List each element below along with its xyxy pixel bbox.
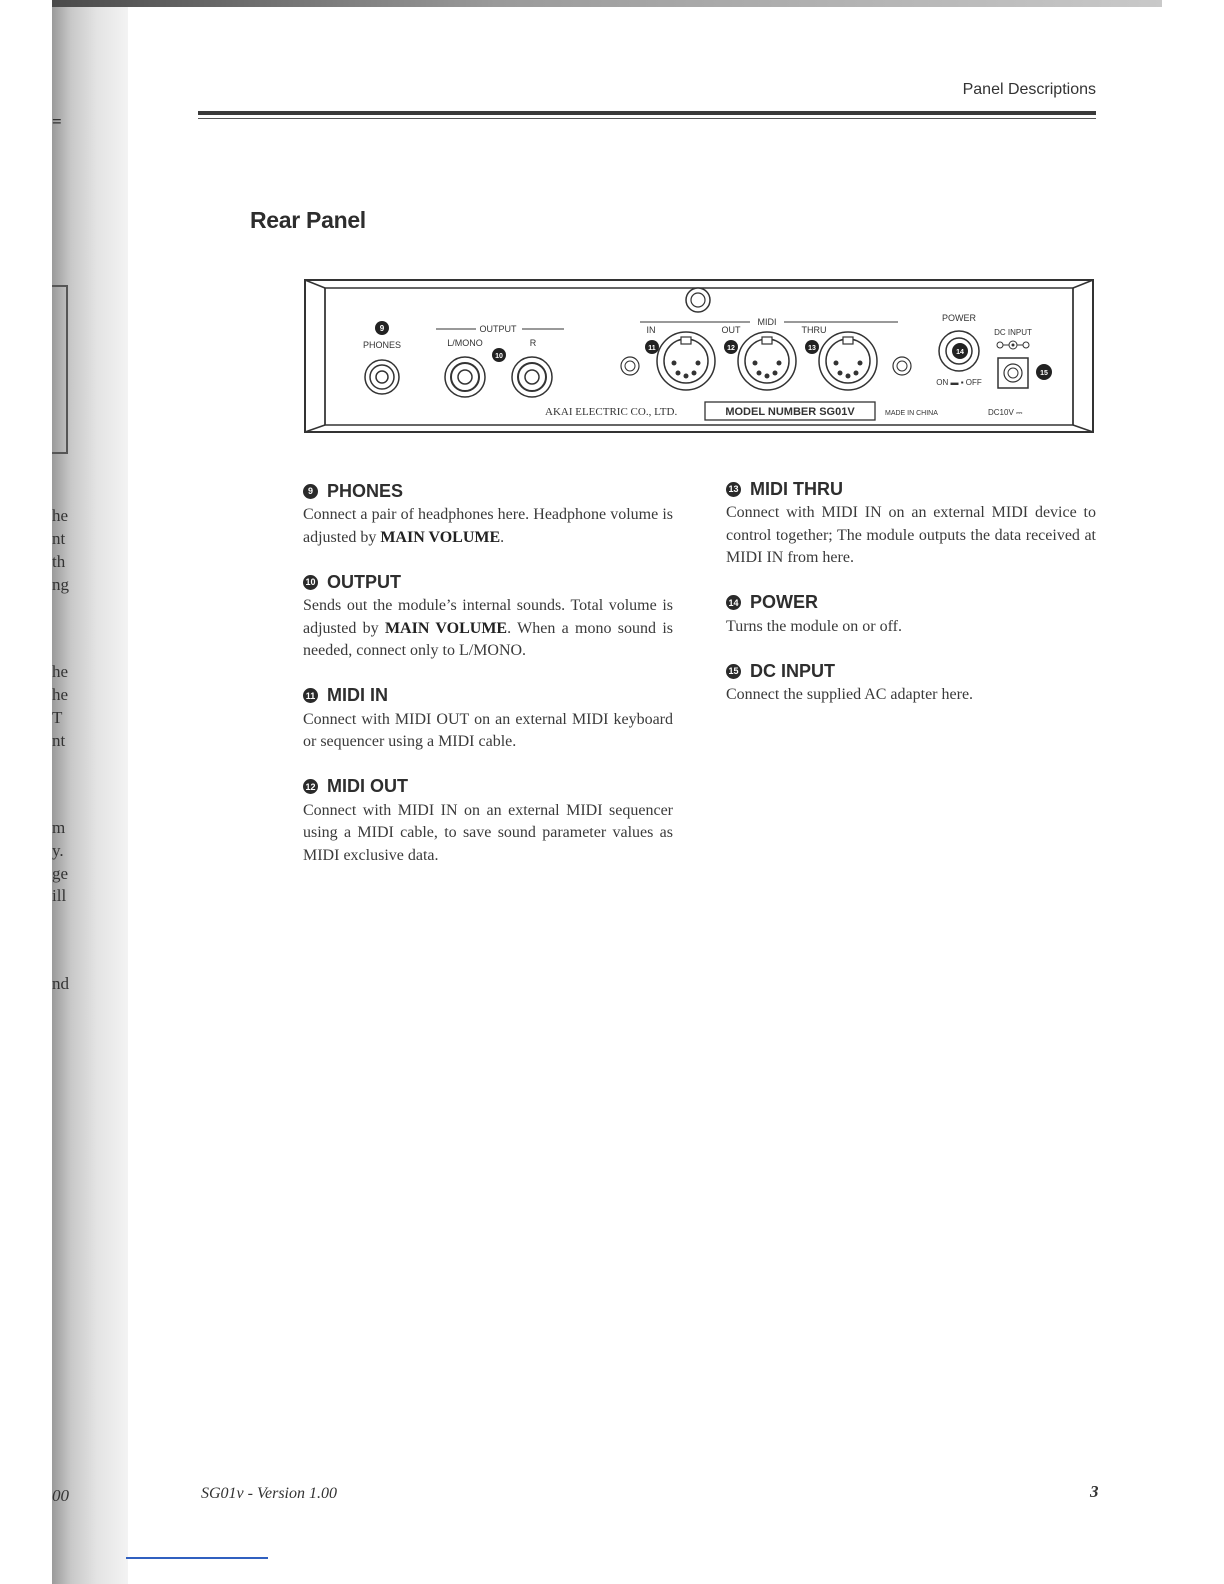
item-body: Connect a pair of headphones here. Headphone volume is adjusted by MAIN VOLUME.: [303, 506, 673, 546]
item-body: Connect with MIDI IN on an external MIDI sequencer using a MIDI cable, to save sound parameter values as MIDI exclusive data.: [303, 801, 673, 864]
output-r-jack: [512, 357, 552, 397]
number-badge: 10: [303, 575, 318, 590]
phones-jack: [365, 360, 399, 394]
item-title: PHONES: [327, 480, 404, 501]
dc-input-jack: [998, 358, 1028, 388]
item-power: [726, 590, 1096, 639]
label-midi-thru: THRU: [801, 325, 827, 335]
number-badge: 9: [303, 484, 318, 499]
label-midi-in: IN: [646, 325, 656, 335]
page-number: 3: [1090, 1482, 1099, 1501]
svg-text:9: 9: [379, 324, 385, 333]
label-r: R: [529, 338, 537, 348]
item-body: Connect with MIDI OUT on an external MIDI keyboard or sequencer using a MIDI cable.: [303, 710, 673, 750]
number-badge: 11: [303, 688, 318, 703]
label-made-in: MADE IN CHINA: [885, 410, 938, 417]
scan-margin: [0, 0, 52, 1584]
header-rule: [198, 111, 1096, 115]
label-lmono: L/MONO: [447, 338, 483, 348]
item-title: MIDI IN: [327, 685, 388, 705]
svg-text:11: 11: [648, 345, 656, 352]
midi-out-port: [738, 332, 796, 390]
item-title: MIDI OUT: [327, 776, 408, 796]
item-midi-in: [303, 683, 673, 754]
label-dc-input: DC INPUT: [994, 328, 1032, 337]
label-power: POWER: [941, 313, 977, 323]
item-phones: [303, 478, 673, 549]
number-badge: 15: [726, 664, 741, 679]
left-column: [303, 478, 673, 887]
item-body: Connect the supplied AC adapter here.: [726, 686, 974, 703]
footer-version: SG01v - Version 1.00: [201, 1485, 337, 1502]
midi-thru-port: [819, 332, 877, 390]
label-midi: MIDI: [757, 317, 777, 327]
item-title: DC INPUT: [750, 660, 835, 681]
item-title: POWER: [750, 592, 819, 612]
number-badge: 14: [726, 595, 741, 610]
svg-text:13: 13: [808, 345, 816, 352]
item-body: Connect with MIDI IN on an external MIDI device to control together; The module outputs the data received at MIDI IN from here.: [726, 504, 1096, 566]
label-midi-out: OUT: [721, 325, 741, 335]
power-switch: [939, 331, 979, 371]
item-dc-input: [726, 658, 1096, 707]
scan-bottom-mark: [126, 1557, 268, 1559]
item-midi-out: [303, 774, 673, 868]
item-body: Turns the module on or off.: [726, 617, 902, 635]
scan-top-edge: [52, 0, 1162, 7]
rear-panel-diagram: [300, 278, 1096, 438]
item-output: [303, 569, 673, 663]
number-badge: 12: [303, 779, 318, 794]
label-phones: PHONES: [362, 340, 402, 350]
label-dc-rating: DC10V ⎓: [988, 408, 1023, 417]
svg-text:14: 14: [956, 349, 964, 356]
midi-in-port: [657, 332, 715, 390]
right-column: [726, 476, 1096, 727]
number-badge: 13: [726, 482, 741, 497]
output-lmono-jack: [445, 357, 485, 397]
header-rule-thin: [198, 118, 1096, 119]
svg-text:15: 15: [1040, 370, 1048, 377]
label-maker: AKAI ELECTRIC CO., LTD.: [545, 406, 678, 418]
item-body: Sends out the module’s internal sounds. Total volume is adjusted by MAIN VOLUME. When a mono sound is needed, connect only to L/MONO.: [303, 597, 674, 659]
item-title: OUTPUT: [327, 571, 401, 592]
item-title: MIDI THRU: [750, 478, 843, 499]
svg-text:10: 10: [495, 353, 503, 360]
previous-page-edge-text: = he nt th ng he he T nt m y. ge ill nd 00: [52, 112, 69, 1505]
svg-text:12: 12: [727, 345, 735, 352]
item-midi-thru: [726, 476, 1096, 570]
label-model: MODEL NUMBER SG01V: [725, 406, 855, 418]
label-on-off: ON ▬ ▪ OFF: [936, 378, 982, 387]
label-output: OUTPUT: [479, 324, 517, 334]
section-title: Rear Panel: [250, 207, 366, 233]
running-header: Panel Descriptions: [962, 81, 1096, 98]
